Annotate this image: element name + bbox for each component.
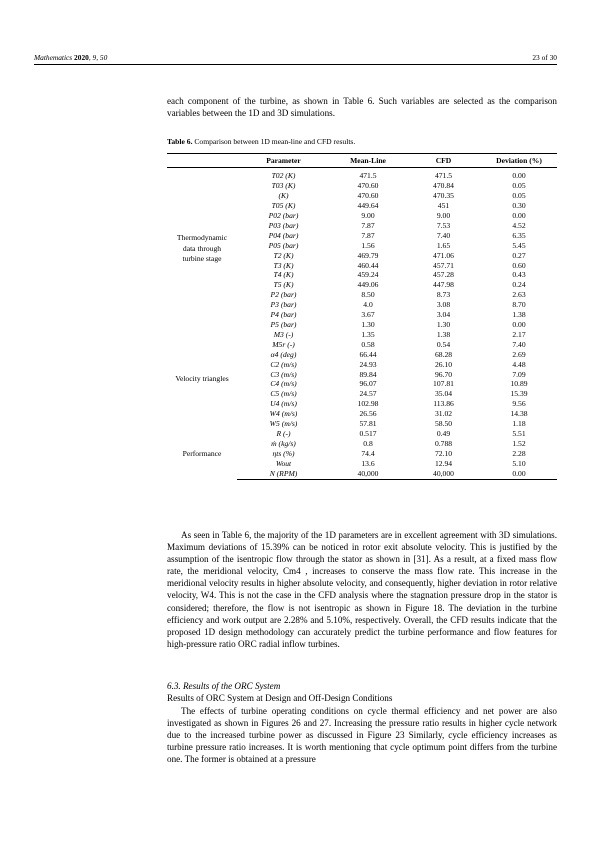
cell-deviation: 0.24: [512, 280, 526, 290]
cell-mean-line: 13.6: [361, 458, 375, 468]
cell-parameter: C3 (m/s): [270, 369, 297, 379]
cell-deviation: 0.27: [512, 250, 526, 260]
cell-parameter: W4 (m/s): [269, 409, 298, 419]
row-group-label: Thermodynamic data through turbine stage: [176, 233, 228, 264]
cell-deviation: 2.17: [512, 329, 526, 339]
cell-cfd: 470.84: [433, 181, 454, 191]
cell-parameter: U4 (m/s): [270, 399, 297, 409]
cell-mean-line: 3.67: [361, 310, 375, 320]
cell-cfd: 58.50: [434, 419, 453, 429]
cell-cfd: 72.10: [434, 448, 453, 458]
cell-parameter: T02 (K): [271, 171, 296, 181]
journal-volume: , 9, 50: [88, 53, 108, 62]
cell-deviation: 2.28: [512, 448, 526, 458]
cell-parameter: P5 (bar): [270, 320, 297, 329]
cell-mean-line: 102.98: [357, 399, 379, 409]
cell-deviation: 0.00: [512, 320, 526, 329]
cell-parameter: T03 (K): [271, 181, 296, 191]
cell-mean-line: 4.0: [363, 300, 373, 310]
cell-mean-line: 24.93: [359, 359, 377, 369]
cell-mean-line: 449.64: [357, 201, 379, 211]
table-row: [167, 168, 557, 181]
cell-parameter: C5 (m/s): [270, 389, 297, 399]
cell-mean-line: 89.84: [359, 369, 377, 379]
cell-mean-line: 8.50: [361, 290, 375, 300]
column-header-deviation: Deviation (%): [481, 154, 557, 168]
cell-parameter: α4 (deg): [270, 349, 297, 359]
cell-deviation: 0.05: [512, 181, 526, 191]
cell-cfd: 68.28: [434, 349, 453, 359]
cell-deviation: 6.35: [512, 230, 526, 240]
cell-deviation: 0.30: [512, 201, 526, 211]
cell-deviation: 0.00: [512, 171, 526, 181]
cell-cfd: 0.49: [436, 428, 451, 438]
cell-parameter: T4 (K): [273, 270, 294, 280]
row-group-label: Velocity triangles: [175, 374, 229, 384]
table-caption: [167, 137, 355, 147]
cell-deviation: 0.00: [512, 211, 526, 221]
cell-cfd: 35.04: [434, 389, 453, 399]
cell-mean-line: 0.517: [359, 428, 377, 438]
cell-deviation: 0.00: [481, 469, 557, 479]
section-heading: 6.3. Results of the ORC System: [167, 681, 281, 691]
cell-parameter: P03 (bar): [268, 220, 299, 230]
running-header-left: [34, 53, 107, 63]
cell-cfd: 451: [437, 201, 450, 211]
cell-parameter: T5 (K): [273, 280, 294, 290]
cell-deviation: 1.52: [512, 438, 526, 448]
cell-cfd: 9.00: [436, 211, 451, 221]
cell-parameter: P2 (bar): [270, 290, 297, 300]
cell-deviation: 0.05: [512, 191, 526, 201]
cell-mean-line: 96.07: [359, 379, 377, 389]
table-caption-text: Comparison between 1D mean-line and CFD results.: [192, 137, 356, 146]
cell-parameter: N (RPM): [237, 469, 330, 479]
cell-parameter: R (-): [276, 428, 291, 438]
cell-cfd: 26.10: [434, 359, 453, 369]
cell-mean-line: 459.24: [357, 270, 379, 280]
cell-mean-line: 1.56: [361, 240, 375, 250]
cell-mean-line: 1.30: [361, 320, 375, 329]
cell-cfd: 470.35: [433, 191, 454, 201]
cell-cfd: 457.28: [433, 270, 454, 280]
cell-mean-line: 449.06: [357, 280, 379, 290]
cell-parameter: P04 (bar): [268, 230, 299, 240]
cell-parameter: W5 (m/s): [269, 419, 298, 429]
cell-deviation: 2.69: [512, 349, 526, 359]
cell-parameter: C4 (m/s): [270, 379, 297, 389]
row-group-label: Performance: [182, 448, 222, 458]
cell-cfd: 107.81: [433, 379, 454, 389]
cell-cfd: 471.06: [433, 250, 454, 260]
cell-deviation: 1.38: [512, 310, 526, 320]
cell-cfd: 0.54: [436, 339, 451, 349]
column-header-parameter: Parameter: [237, 154, 330, 168]
header-rule: [34, 64, 557, 65]
cell-mean-line: 9.00: [361, 211, 375, 221]
cell-deviation: 5.45: [512, 240, 526, 250]
cell-parameter: C2 (m/s): [270, 359, 297, 369]
cell-deviation: 14.38: [510, 409, 528, 419]
cell-cfd: 471.5: [434, 171, 453, 181]
cell-cfd: 1.30: [436, 320, 451, 329]
cell-cfd: 3.04: [436, 310, 451, 320]
cell-parameter: Wout: [275, 458, 292, 468]
column-header-mean-line: Mean-Line: [330, 154, 406, 168]
cell-deviation: 15.39: [510, 389, 528, 399]
cell-mean-line: 460.44: [357, 260, 379, 270]
cell-cfd: 447.98: [433, 280, 454, 290]
column-header-group: [167, 154, 237, 168]
paragraph-orc: The effects of turbine operating conditions on cycle thermal efficiency and net power are also investigated as shown in Figures 26 and 27. Increasing the pressure ratio results in higher cycle network due to the increased turbine power as discussed in Figure 23 Similarly, cycle efficiency increases as turbine pressure ratio increases. It is worth mentioning that cycle optimum point differs from the turbine one. The former is obtained at a pressure: [167, 706, 557, 765]
cell-parameter: P02 (bar): [268, 211, 299, 221]
column-header-cfd: CFD: [406, 154, 481, 168]
cell-cfd: 457.71: [433, 260, 454, 270]
cell-cfd: 96.70: [434, 369, 453, 379]
cell-deviation: 0.60: [512, 260, 526, 270]
table-row: [167, 429, 557, 439]
cell-parameter: ηts (%): [272, 448, 295, 458]
paragraph-discussion: As seen in Table 6, the majority of the 1D parameters are in excellent agreement with 3D simulations. Maximum deviations of 15.39% can be noticed in rotor exit absolute velocity. This is justified by the assumption of the isentropic flow through the stator as shown in [31]. As a result, at a fixed mass flow rate, the meridional velocity, Cm4 , increases to conserve the mass flow rate. This increase in the meridional velocity results in higher absolute velocity, and consequently, higher deviation in rotor relative velocity, W4. This is not the case in the CFD analysis where the stagnation pressure drop in the stator is considered; therefore, the flow is not isentropic as shown in Figure 18. The deviation in the turbine efficiency and work output are 2.28% and 5.10%, respectively. Overall, the CFD results indicate that the proposed 1D design methodology can accurately predict the turbine performance and flow features for high-pressure ratio ORC radial inflow turbines.: [167, 530, 557, 649]
cell-parameter: P05 (bar): [268, 240, 299, 250]
results-table: [167, 153, 557, 480]
cell-parameter: P3 (bar): [270, 300, 297, 310]
subsection-heading: Results of ORC System at Design and Off-Design Conditions: [167, 693, 393, 703]
cell-mean-line: 0.58: [361, 339, 375, 349]
cell-mean-line: 57.81: [359, 419, 377, 429]
cell-cfd: 8.73: [436, 290, 451, 300]
cell-mean-line: 74.4: [361, 448, 375, 458]
cell-deviation: 1.18: [512, 419, 526, 429]
cell-parameter: T3 (K): [273, 260, 294, 270]
cell-deviation: 10.89: [510, 379, 528, 389]
cell-cfd: 7.53: [436, 220, 451, 230]
cell-parameter: T2 (K): [273, 250, 294, 260]
cell-mean-line: 470.60: [357, 191, 379, 201]
cell-cfd: 40,000: [406, 469, 481, 479]
cell-mean-line: 26.56: [359, 409, 377, 419]
cell-mean-line: 7.87: [361, 220, 375, 230]
journal-year: 2020: [74, 53, 89, 62]
cell-deviation: 5.51: [512, 428, 526, 438]
table-header-row: [167, 154, 557, 168]
cell-deviation: 7.40: [512, 339, 526, 349]
cell-cfd: 0.788: [434, 438, 453, 448]
cell-mean-line: 469.79: [357, 250, 379, 260]
cell-deviation: 8.70: [512, 300, 526, 310]
cell-cfd: 12.94: [434, 458, 453, 468]
cell-deviation: 0.43: [512, 270, 526, 280]
cell-cfd: 31.02: [434, 409, 453, 419]
cell-deviation: 7.09: [512, 369, 526, 379]
cell-mean-line: 1.35: [361, 329, 375, 339]
cell-parameter: ṁ (kg/s): [271, 438, 296, 448]
cell-mean-line: 24.57: [359, 389, 377, 399]
cell-deviation: 4.48: [512, 359, 526, 369]
cell-mean-line: 40,000: [330, 469, 406, 479]
cell-parameter: P4 (bar): [270, 310, 297, 320]
cell-parameter: (K): [278, 191, 289, 201]
cell-cfd: 7.40: [436, 230, 451, 240]
cell-cfd: 3.08: [436, 300, 451, 310]
cell-cfd: 1.38: [436, 329, 451, 339]
cell-mean-line: 66.44: [359, 349, 377, 359]
cell-mean-line: 470.60: [357, 181, 379, 191]
cell-deviation: 9.56: [512, 399, 526, 409]
cell-parameter: M5r (-): [272, 339, 295, 349]
cell-cfd: 1.65: [436, 240, 451, 250]
table-row: [167, 330, 557, 340]
cell-mean-line: 0.8: [363, 438, 373, 448]
cell-parameter: T05 (K): [271, 201, 296, 211]
cell-parameter: M3 (-): [273, 329, 294, 339]
page-number: 23 of 30: [532, 53, 557, 62]
cell-mean-line: 471.5: [359, 171, 377, 181]
cell-cfd: 113.86: [433, 399, 454, 409]
cell-mean-line: 7.87: [361, 230, 375, 240]
cell-deviation: 4.52: [512, 220, 526, 230]
cell-deviation: 5.10: [512, 458, 526, 468]
journal-name: Mathematics: [34, 53, 73, 62]
table-caption-label: Table 6.: [167, 137, 193, 146]
paragraph-intro: each component of the turbine, as shown in Table 6. Such variables are selected as the comparison variables between the 1D and 3D simulations.: [167, 96, 557, 119]
cell-deviation: 2.63: [512, 290, 526, 300]
